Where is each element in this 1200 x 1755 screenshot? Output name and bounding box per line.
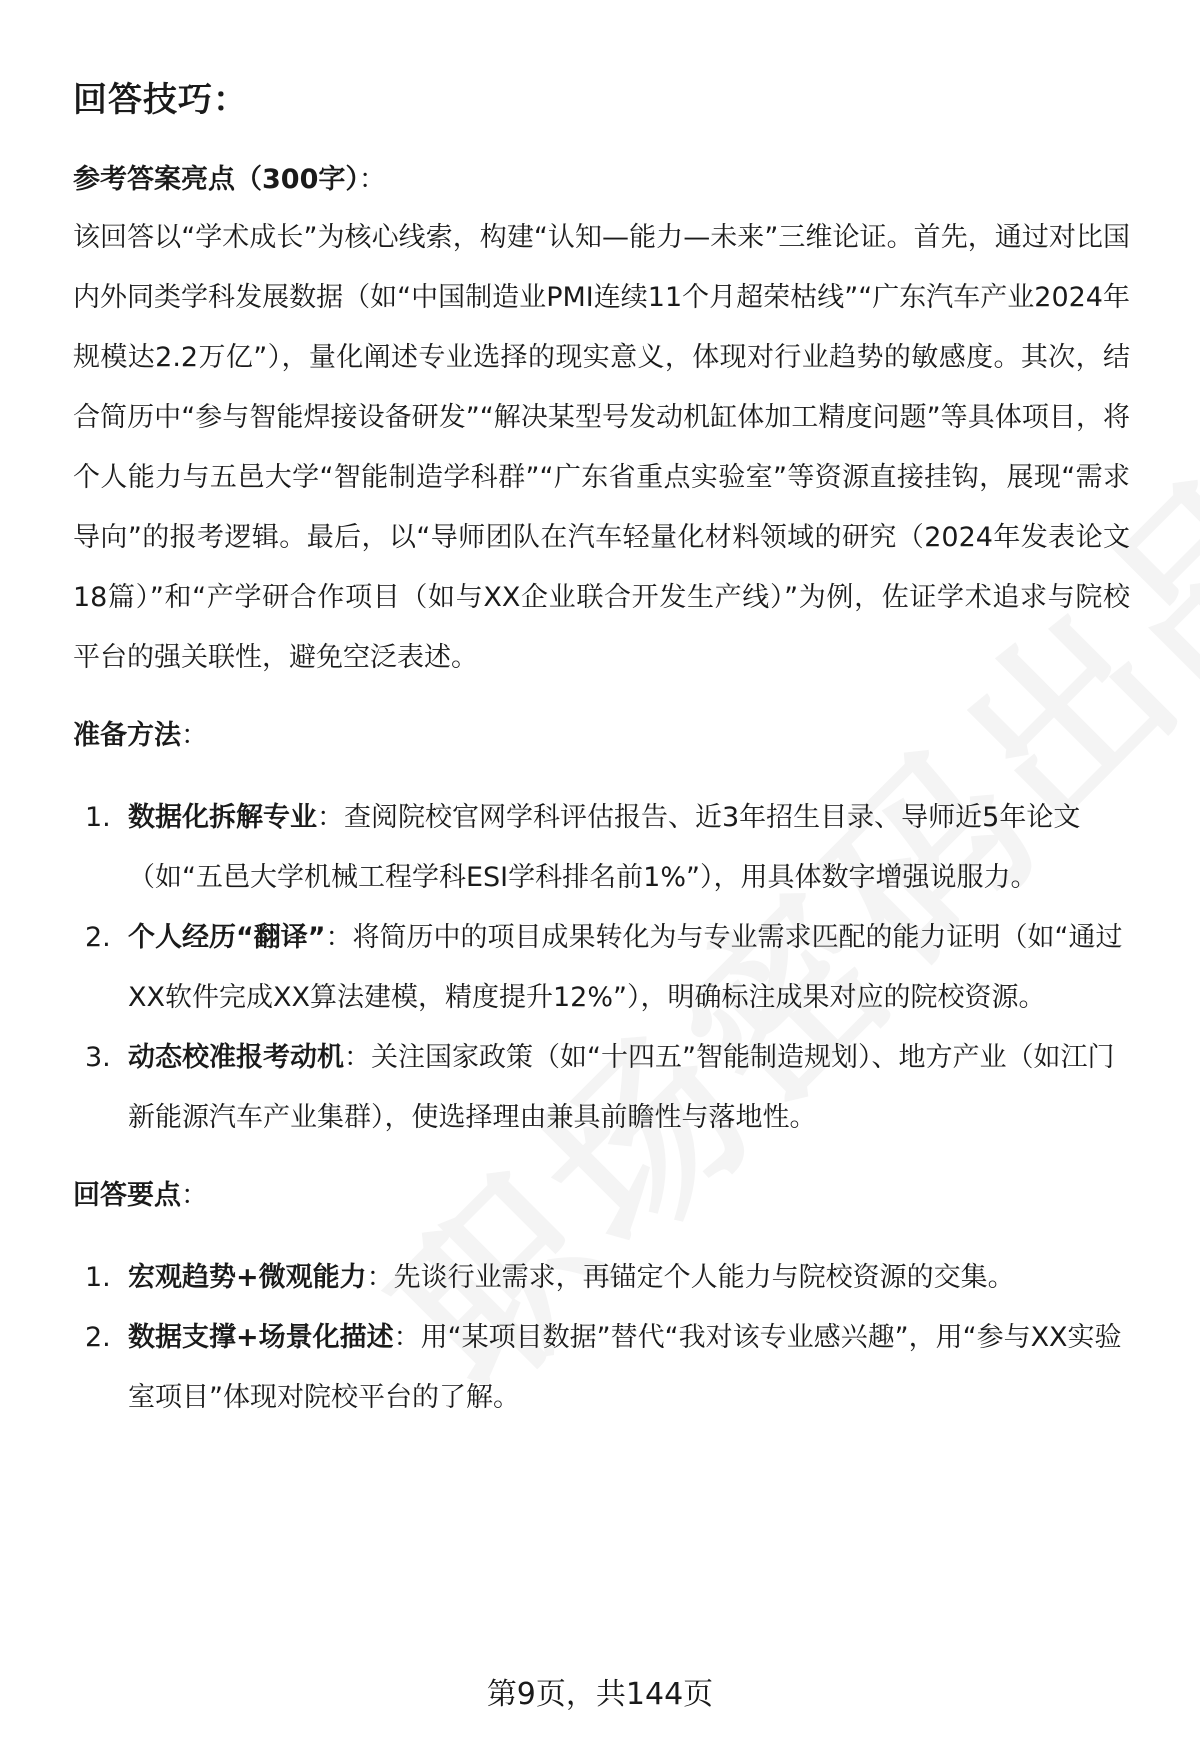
key-points-colon: ：: [181, 1180, 208, 1211]
list-item-term: 数据支撑+场景化描述: [128, 1322, 394, 1353]
list-item-separator: ：: [366, 1262, 394, 1293]
list-item-separator: ：: [344, 1042, 371, 1073]
list-item: [73, 1248, 1130, 1308]
highlights-colon: ：: [358, 164, 386, 195]
list-item-text: 先谈行业需求，再锚定个人能力与院校资源的交集。: [393, 1262, 1015, 1293]
list-item-term: 宏观趋势+微观能力: [128, 1262, 367, 1293]
key-points-heading: [73, 1176, 1130, 1216]
list-item-text: 查阅院校官网学科评估报告、近3年招生目录、导师近5年论文（如“五邑大学机械工程学科ESI学科排名前1%”），用具体数字增强说服力。: [128, 802, 1081, 893]
list-item-term: 数据化拆解专业: [128, 802, 317, 833]
preparation-title: 准备方法: [73, 720, 181, 751]
list-item-text: 用“某项目数据”替代“我对该专业感兴趣”，用“参与XX实验室项目”体现对院校平台的了解。: [128, 1322, 1122, 1413]
page-footer: 第9页，共144页: [486, 1677, 714, 1712]
preparation-colon: ：: [181, 720, 208, 751]
list-item-number: 2.: [85, 1322, 111, 1353]
list-item-number: 1.: [85, 802, 111, 833]
list-item: [73, 788, 1130, 908]
list-item-number: 1.: [85, 1262, 111, 1293]
list-item-separator: ：: [325, 922, 353, 953]
list-item-term: 动态校准报考动机: [128, 1042, 344, 1073]
highlights-paragraph: 该回答以“学术成长”为核心线索，构建“认知—能力—未来”三维论证。首先，通过对比国内外同类学科发展数据（如“中国制造业PMI连续11个月超荣枯线”“广东汽车产业2024年规模达2.2万亿”），量化阐述专业选择的现实意义，体现对行业趋势的敏感度。其次，结合简历中“参与智能焊接设备研发”“解决某型号发动机缸体加工精度问题”等具体项目，将个人能力与五邑大学“智能制造学科群”“广东省重点实验室”等资源直接挂钩，展现“需求导向”的报考逻辑。最后，以“导师团队在汽车轻量化材料领域的研究（2024年发表论文18篇）”和“产学研合作项目（如与XX企业联合开发生产线）”为例，佐证学术追求与院校平台的强关联性，避免空泛表述。: [73, 222, 1130, 673]
list-item-number: 2.: [85, 922, 111, 953]
list-item-number: 3.: [85, 1042, 111, 1073]
list-item-term: 个人经历“翻译”: [128, 922, 326, 953]
list-item: [73, 908, 1130, 1028]
list-item-separator: ：: [393, 1322, 421, 1353]
preparation-list: [73, 788, 1130, 1148]
main-heading: 回答技巧：: [73, 80, 248, 120]
key-points-list: [73, 1248, 1130, 1428]
highlights-heading: [73, 160, 1130, 200]
key-points-title: 回答要点: [73, 1180, 181, 1211]
list-item: [73, 1308, 1130, 1428]
list-item: [73, 1028, 1130, 1148]
highlights-title: 参考答案亮点（300字）: [73, 164, 359, 195]
list-item-text: 关注国家政策（如“十四五”智能制造规划）、地方产业（如江门新能源汽车产业集群），使选择理由兼具前瞻性与落地性。: [128, 1042, 1115, 1133]
list-item-separator: ：: [317, 802, 344, 833]
list-item-text: 将简历中的项目成果转化为与专业需求匹配的能力证明（如“通过XX软件完成XX算法建模，精度提升12%”），明确标注成果对应的院校资源。: [128, 922, 1123, 1013]
preparation-heading: [73, 716, 1130, 756]
